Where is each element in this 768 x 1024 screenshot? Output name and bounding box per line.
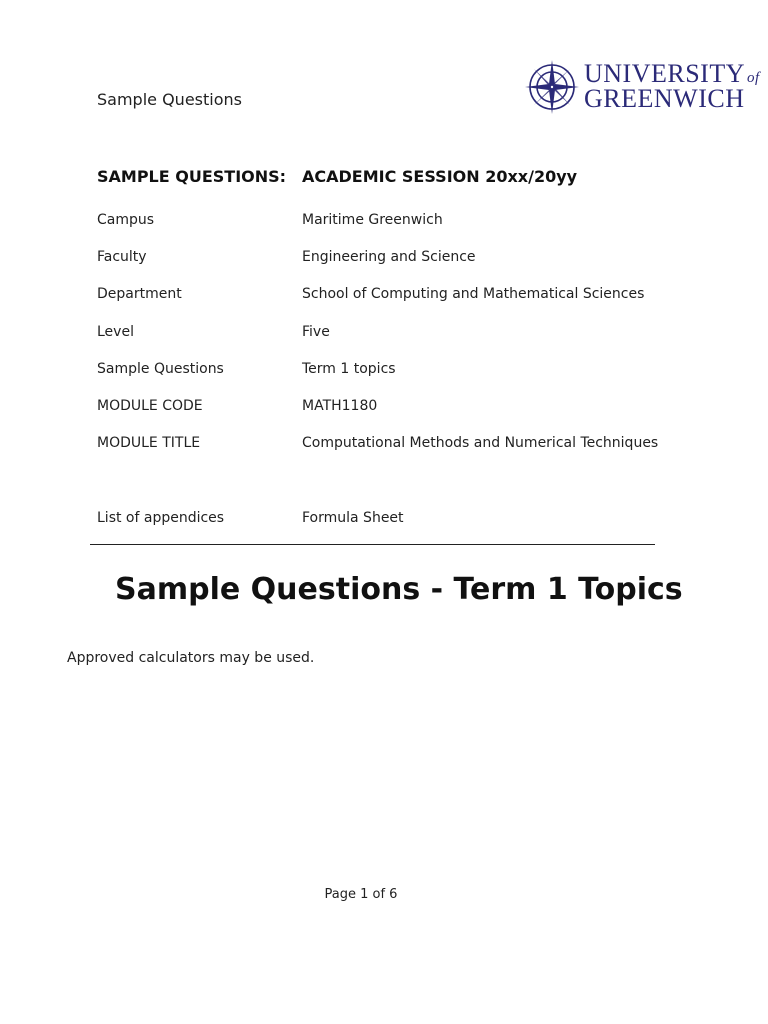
info-key: Campus xyxy=(97,211,155,228)
info-key: List of appendices xyxy=(97,510,225,527)
university-logo xyxy=(524,57,760,117)
info-row-campus xyxy=(97,201,677,238)
info-value: MATH1180 xyxy=(302,398,378,415)
page-footer xyxy=(0,887,768,902)
info-row-module-code xyxy=(97,387,677,424)
info-value: Engineering and Science xyxy=(302,248,476,265)
info-key: Level xyxy=(97,323,134,340)
info-heading-value: ACADEMIC SESSION 20xx/20yy xyxy=(302,166,578,186)
info-row-department xyxy=(97,276,677,313)
info-value: Computational Methods and Numerical Techniques xyxy=(302,435,659,452)
info-key: Sample Questions xyxy=(97,360,224,377)
exam-info-table xyxy=(97,163,677,537)
info-row-faculty xyxy=(97,238,677,275)
info-value: Five xyxy=(302,323,330,340)
info-heading-key: SAMPLE QUESTIONS: xyxy=(97,166,287,186)
logo-wordmark xyxy=(584,59,760,113)
logo-university-text: UNIVERSITY xyxy=(584,59,745,89)
info-row-sample-questions xyxy=(97,350,677,387)
page-number: Page 1 of 6 xyxy=(324,887,398,902)
info-key: MODULE TITLE xyxy=(97,435,201,452)
info-row-module-title xyxy=(97,425,677,462)
info-key: MODULE CODE xyxy=(97,398,203,415)
info-heading-row xyxy=(97,163,677,189)
calculator-note: Approved calculators may be used. xyxy=(67,650,315,666)
info-row-appendices xyxy=(97,499,677,536)
page-title: Sample Questions - Term 1 Topics xyxy=(115,572,683,607)
logo-greenwich-text: GREENWICH xyxy=(584,84,745,113)
info-key: Department xyxy=(97,286,182,303)
info-row-level xyxy=(97,313,677,350)
info-value: Term 1 topics xyxy=(302,360,396,377)
info-value: School of Computing and Mathematical Sciences xyxy=(302,286,645,303)
logo-of-text: of xyxy=(747,70,760,87)
compass-rose-icon xyxy=(524,58,580,116)
info-spacer xyxy=(97,462,677,499)
header-label: Sample Questions xyxy=(97,90,242,109)
info-key: Faculty xyxy=(97,248,147,265)
info-value: Formula Sheet xyxy=(302,510,404,527)
horizontal-divider xyxy=(90,544,655,545)
info-value: Maritime Greenwich xyxy=(302,211,443,228)
